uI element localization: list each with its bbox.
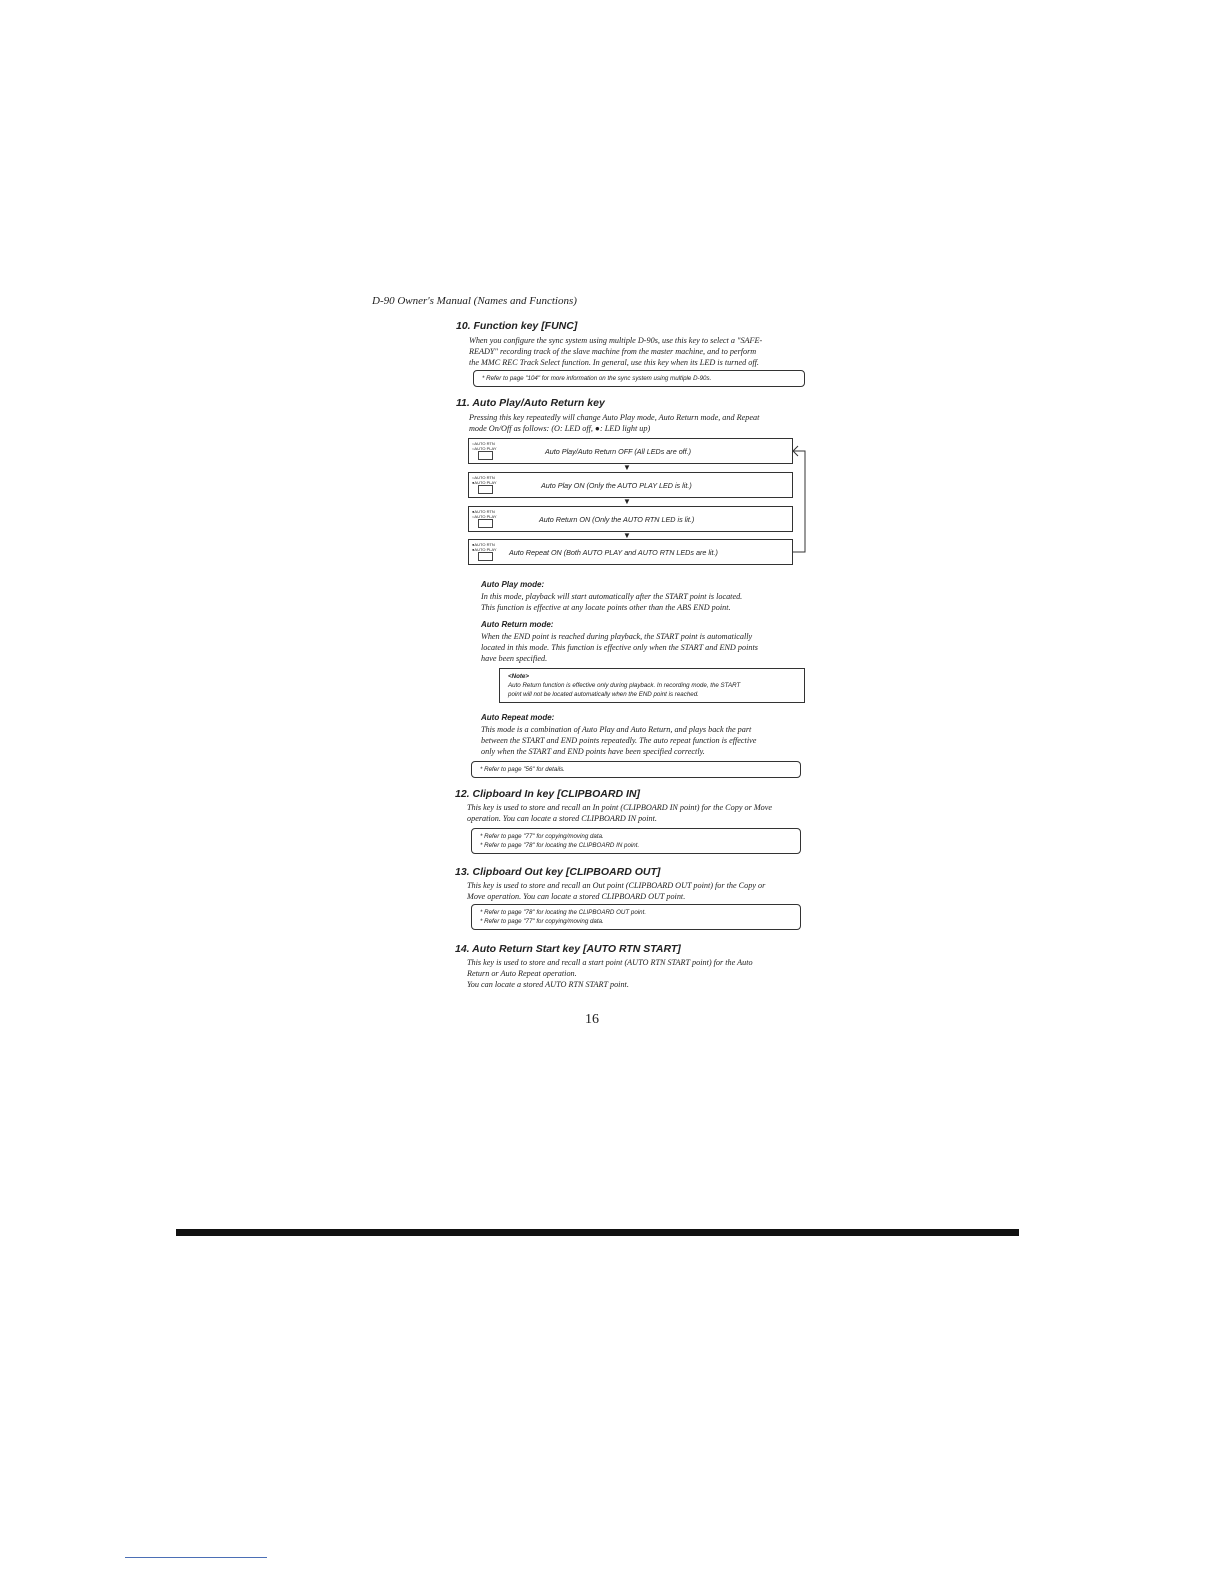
led-play-icon: ● [472, 547, 475, 552]
text-line: You can locate a stored AUTO RTN START point. [467, 980, 629, 989]
key-button-icon [478, 552, 493, 561]
led-rtn-label: AUTO RTN [474, 475, 495, 480]
text-line: Move operation. You can locate a stored CLIPBOARD OUT point. [467, 892, 686, 901]
diagram-row-auto-play [468, 472, 793, 498]
text-line: This mode is a combination of Auto Play and Auto Return, and plays back the part [481, 725, 752, 734]
text-line: In this mode, playback will start automatically after the START point is located. [481, 592, 743, 601]
led-play-icon: ○ [472, 446, 475, 451]
return-loop-arrow [788, 438, 808, 568]
bottom-divider [176, 1229, 1019, 1236]
led-rtn-icon: ● [472, 542, 475, 547]
led-play-label: AUTO PLAY [474, 547, 497, 552]
section-13-body [467, 880, 827, 902]
auto-return-mode-body [481, 631, 826, 664]
auto-return-mode-title: Auto Return mode: [481, 620, 554, 629]
led-rtn-icon: ○ [472, 441, 475, 446]
text-line: When the END point is reached during playback, the START point is automatically [481, 632, 753, 641]
text-line: only when the START and END points have been specified correctly. [481, 747, 705, 756]
section-14-body [467, 957, 827, 990]
text-line: have been specified. [481, 654, 548, 663]
section-10-body [469, 335, 824, 368]
section-10-title: 10. Function key [FUNC] [456, 320, 578, 332]
text-line: operation. You can locate a stored CLIPBOARD IN point. [467, 814, 657, 823]
note-line: point will not be located automatically when the END point is reached. [508, 691, 699, 698]
led-indicator-group [472, 509, 502, 528]
led-rtn-label: AUTO RTN [474, 542, 495, 547]
page-number: 16 [585, 1012, 599, 1027]
led-rtn-label: AUTO RTN [474, 441, 495, 446]
reference-line: * Refer to page "77" for copying/moving data. [480, 833, 604, 840]
text-line: This key is used to store and recall an Out point (CLIPBOARD OUT point) for the Copy or [467, 881, 766, 890]
text-line: Pressing this key repeatedly will change Auto Play mode, Auto Return mode, and Repeat [469, 413, 760, 422]
mode-cycle-diagram [468, 438, 808, 568]
reference-line: * Refer to page "77" for copying/moving data. [480, 918, 604, 925]
key-button-icon [478, 451, 493, 460]
diagram-row-label: Auto Repeat ON (Both AUTO PLAY and AUTO RTN LEDs are lit.) [509, 548, 718, 557]
text-line: mode On/Off as follows: (O: LED off, ●: LED light up) [469, 424, 651, 433]
section-10-reference [473, 370, 805, 387]
arrow-down-icon: ▼ [623, 531, 631, 540]
diagram-row-label: Auto Return ON (Only the AUTO RTN LED is lit.) [539, 515, 695, 524]
section-11-body [469, 412, 824, 434]
text-line: Return or Auto Repeat operation. [467, 969, 577, 978]
led-play-icon: ○ [472, 514, 475, 519]
arrow-down-icon: ▼ [623, 463, 631, 472]
led-indicator-group [472, 475, 502, 494]
auto-repeat-mode-body [481, 724, 826, 757]
diagram-row-label: Auto Play ON (Only the AUTO PLAY LED is lit.) [541, 481, 692, 490]
section-12-body [467, 802, 827, 824]
diagram-row-off [468, 438, 793, 464]
section-11-reference [471, 761, 801, 778]
section-14-title: 14. Auto Return Start key [AUTO RTN START] [455, 943, 681, 955]
text-line: This key is used to store and recall a start point (AUTO RTN START point) for the Auto [467, 958, 753, 967]
diagram-row-auto-return [468, 506, 793, 532]
text-line: This function is effective at any locate points other than the ABS END point. [481, 603, 731, 612]
section-13-title: 13. Clipboard Out key [CLIPBOARD OUT] [455, 866, 661, 878]
led-indicator-group [472, 542, 502, 561]
page-header: D-90 Owner's Manual (Names and Functions) [372, 295, 577, 307]
reference-line: * Refer to page "78" for locating the CLIPBOARD IN point. [480, 842, 640, 849]
text-line: This key is used to store and recall an In point (CLIPBOARD IN point) for the Copy or Move [467, 803, 773, 812]
led-rtn-label: AUTO RTN [474, 509, 495, 514]
arrow-down-icon: ▼ [623, 497, 631, 506]
section-12-reference [471, 828, 801, 854]
led-play-label: AUTO PLAY [474, 514, 497, 519]
reference-line: * Refer to page "104" for more information on the sync system using multiple D-90s. [482, 375, 712, 382]
note-box [499, 668, 805, 703]
reference-line: * Refer to page "78" for locating the CLIPBOARD OUT point. [480, 909, 647, 916]
led-play-icon: ● [472, 480, 475, 485]
footer-link-underline [125, 1557, 267, 1558]
led-rtn-icon: ○ [472, 475, 475, 480]
section-11-title: 11. Auto Play/Auto Return key [456, 397, 605, 409]
text-line: located in this mode. This function is effective only when the START and END points [481, 643, 758, 652]
diagram-row-auto-repeat [468, 539, 793, 565]
key-button-icon [478, 519, 493, 528]
led-play-label: AUTO PLAY [474, 446, 497, 451]
note-line: Auto Return function is effective only during playback. In recording mode, the START [508, 682, 741, 689]
text-line: When you configure the sync system using multiple D-90s, use this key to select a "SAFE- [469, 336, 763, 345]
auto-play-mode-title: Auto Play mode: [481, 580, 545, 589]
led-play-label: AUTO PLAY [474, 480, 497, 485]
key-button-icon [478, 485, 493, 494]
diagram-row-label: Auto Play/Auto Return OFF (All LEDs are off.) [545, 447, 692, 456]
auto-play-mode-body [481, 591, 826, 613]
led-indicator-group [472, 441, 502, 460]
note-title: <Note> [508, 673, 529, 680]
text-line: between the START and END points repeatedly. The auto repeat function is effective [481, 736, 757, 745]
reference-line: * Refer to page "56" for details. [480, 766, 565, 773]
text-line: the MMC REC Track Select function. In general, use this key when its LED is turned off. [469, 358, 759, 367]
led-rtn-icon: ● [472, 509, 475, 514]
section-13-reference [471, 904, 801, 930]
auto-repeat-mode-title: Auto Repeat mode: [481, 713, 555, 722]
section-12-title: 12. Clipboard In key [CLIPBOARD IN] [455, 788, 640, 800]
text-line: READY" recording track of the slave machine from the master machine, and to perform [469, 347, 757, 356]
